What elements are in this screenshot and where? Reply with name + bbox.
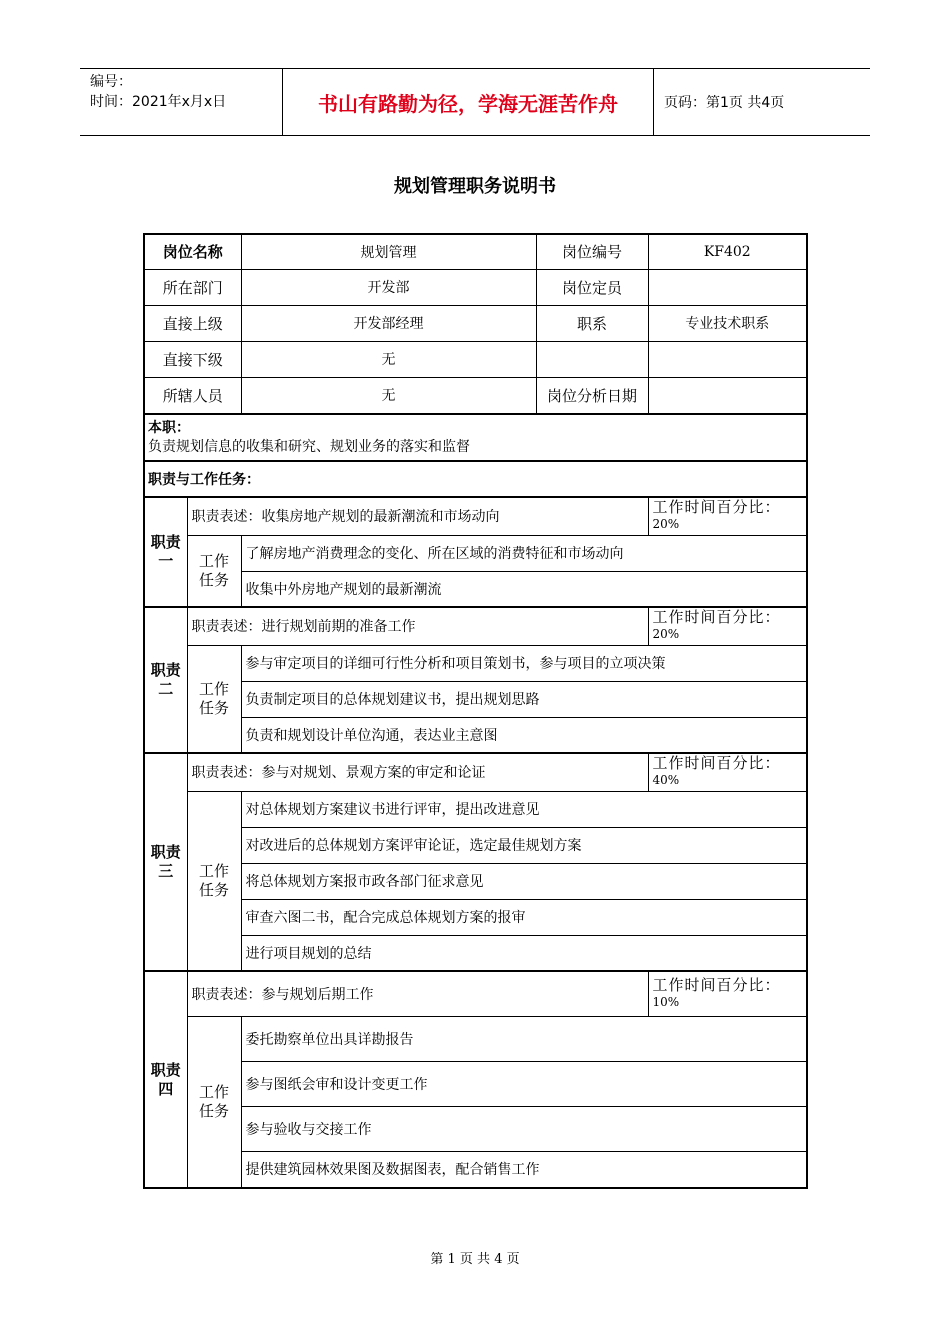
task-item: 收集中外房地产规划的最新潮流 [241,571,807,607]
time-percentage-value: 40% [652,773,680,788]
post-name-label: 岗位名称 [144,234,241,269]
work-task-label: 工作任务 [187,535,241,607]
empty-cell [648,341,807,377]
task-item: 审查六图二书，配合完成总体规划方案的报审 [241,899,807,935]
work-task-label: 工作任务 [187,1016,241,1188]
page-info: 页码：第1页 共4页 [664,95,785,111]
dept-label: 所在部门 [144,269,241,305]
staff-value: 无 [241,377,536,414]
responsibility-description: 职责表述：收集房地产规划的最新潮流和市场动向 [187,497,648,535]
time-percentage-cell [648,497,807,535]
task-item: 进行项目规划的总结 [241,935,807,971]
post-no-value: KF402 [648,234,807,269]
analysis-date-value [648,377,807,414]
responsibility-name: 职责四 [144,971,187,1188]
superior-value: 开发部经理 [241,305,536,341]
series-value: 专业技术职系 [648,305,807,341]
header-meta [80,69,282,135]
work-task-label: 工作任务 [187,791,241,971]
subordinate-value: 无 [241,341,536,377]
dept-value: 开发部 [241,269,536,305]
quota-label: 岗位定员 [536,269,648,305]
responsibility-description: 职责表述：进行规划前期的准备工作 [187,607,648,645]
time-percentage-value: 10% [652,994,680,1009]
task-item: 负责和规划设计单位沟通，表达业主意图 [241,717,807,753]
responsibility-name: 职责一 [144,497,187,607]
page-header [80,68,870,136]
time-percentage-cell [648,971,807,1016]
task-item: 参与审定项目的详细可行性分析和项目策划书，参与项目的立项决策 [241,645,807,681]
task-item: 委托勘察单位出具详勘报告 [241,1016,807,1061]
series-label: 职系 [536,305,648,341]
document-title: 规划管理职务说明书 [394,176,556,197]
time-percentage-label: 工作时间百分比： [652,498,781,517]
duty-text: 负责规划信息的收集和研究、规划业务的落实和监督 [148,438,470,455]
subordinate-label: 直接下级 [144,341,241,377]
quota-value [648,269,807,305]
task-item: 对改进后的总体规划方案评审论证，选定最佳规划方案 [241,827,807,863]
motto: 书山有路勤为径，学海无涯苦作舟 [282,69,654,135]
task-item: 参与验收与交接工作 [241,1106,807,1151]
task-item: 将总体规划方案报市政各部门征求意见 [241,863,807,899]
task-item: 了解房地产消费理念的变化、所在区域的消费特征和市场动向 [241,535,807,571]
responsibility-description: 职责表述：参与规划后期工作 [187,971,648,1016]
superior-label: 直接上级 [144,305,241,341]
staff-label: 所辖人员 [144,377,241,414]
time-percentage-label: 工作时间百分比： [652,754,781,773]
empty-cell [536,341,648,377]
time-percentage-label: 工作时间百分比： [652,975,781,994]
task-item: 提供建筑园林效果图及数据图表，配合销售工作 [241,1151,807,1188]
responsibility-name: 职责三 [144,753,187,971]
work-task-label: 工作任务 [187,645,241,753]
number-label: 编号： [90,74,132,90]
time-percentage-cell [648,607,807,645]
task-item: 参与图纸会审和设计变更工作 [241,1061,807,1106]
time-percentage-cell [648,753,807,791]
post-name-value: 规划管理 [241,234,536,269]
duty-section [144,414,807,461]
post-no-label: 岗位编号 [536,234,648,269]
duty-label: 本职： [148,419,190,436]
page-footer: 第 1 页 共 4 页 [430,1252,520,1267]
task-item: 负责制定项目的总体规划建议书，提出规划思路 [241,681,807,717]
time-percentage-value: 20% [652,627,680,642]
time-percentage-label: 工作时间百分比： [652,608,781,627]
task-item: 对总体规划方案建议书进行评审，提出改进意见 [241,791,807,827]
job-description-table [143,233,808,1189]
time-percentage-value: 20% [652,517,680,532]
time-label: 时间：2021年x月x日 [90,94,227,110]
responsibility-name: 职责二 [144,607,187,753]
responsibilities-heading: 职责与工作任务： [144,461,807,497]
analysis-date-label: 岗位分析日期 [536,377,648,414]
responsibility-description: 职责表述：参与对规划、景观方案的审定和论证 [187,753,648,791]
